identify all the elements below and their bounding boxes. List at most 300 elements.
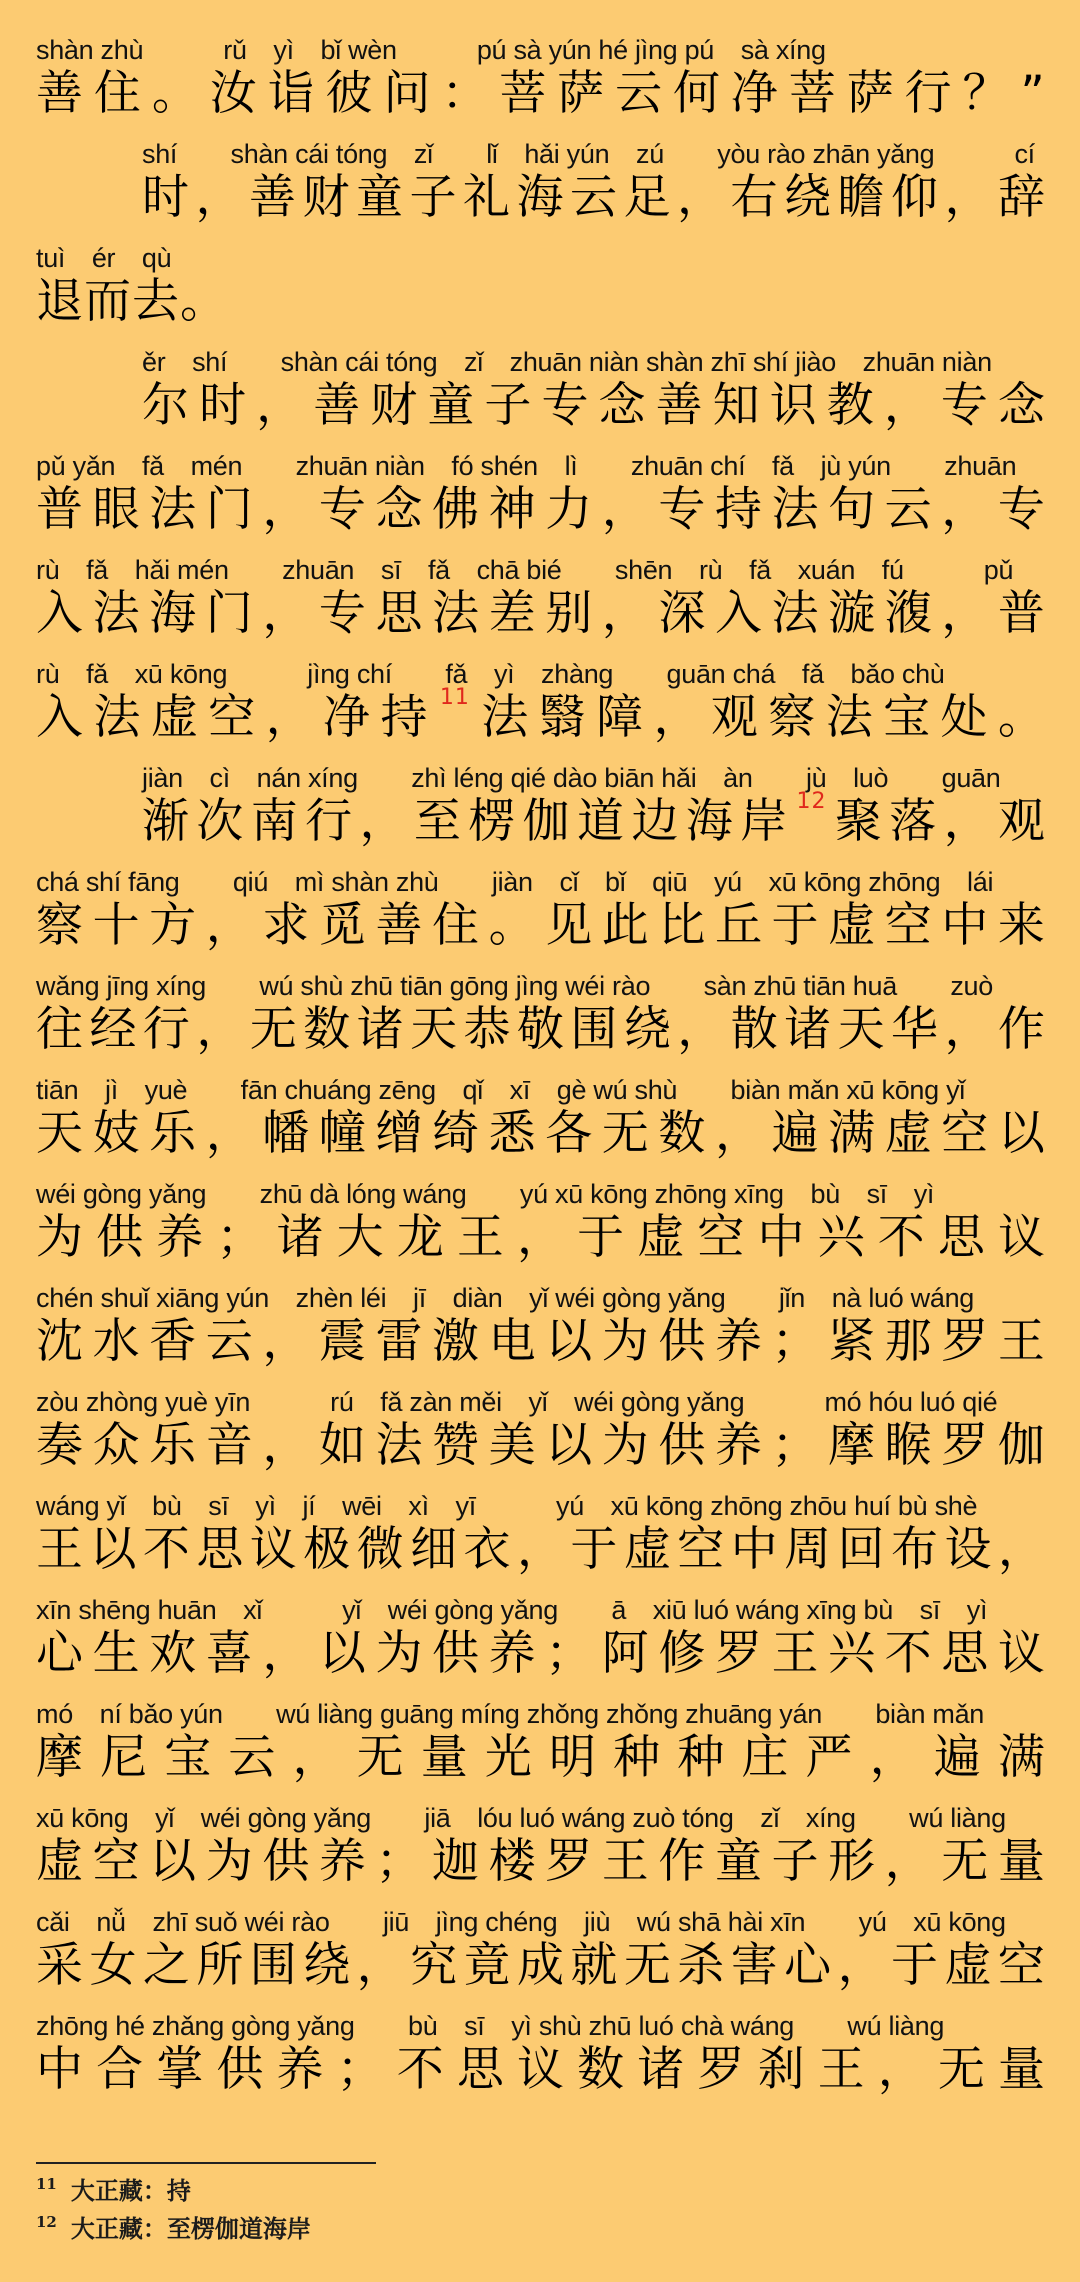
hanzi-char: 生: [92, 1626, 141, 1681]
hanzi-char: ，: [883, 378, 932, 433]
hanzi-char: 深: [658, 586, 707, 641]
hanzi-char: 作: [658, 1834, 707, 1889]
hanzi-char: 次: [196, 794, 245, 849]
hanzi-char: 专: [658, 482, 707, 537]
hanzi-char: 持: [380, 690, 429, 745]
hanzi-char: 萨: [846, 66, 895, 121]
hanzi-char: 知: [712, 378, 761, 433]
hanzi-char: 乐: [149, 1106, 198, 1161]
hanzi-char: 王: [601, 1834, 650, 1889]
hanzi-char: 雷: [375, 1314, 424, 1369]
hanzi-char: 围: [249, 1938, 298, 1993]
hanzi-char: 为: [375, 1626, 424, 1681]
hanzi-char: 严: [805, 1730, 854, 1785]
hanzi-char: 王: [36, 1522, 84, 1577]
hanzi-char: ，: [205, 1106, 254, 1161]
hanzi-char: 数: [303, 1002, 352, 1057]
hanzi-char: ，: [601, 586, 650, 641]
hanzi-char: 细: [410, 1522, 459, 1577]
hanzi-char: 兴: [828, 1626, 877, 1681]
hanzi-char: 力: [545, 482, 594, 537]
hanzi-char: 于: [771, 898, 820, 953]
hanzi-text: [36, 582, 1046, 646]
hanzi-char: 尼: [100, 1730, 149, 1785]
hanzi-char: 究: [410, 1938, 459, 1993]
hanzi-char: 为: [601, 1418, 650, 1473]
hanzi-char: 虚: [623, 1522, 672, 1577]
hanzi-char: 罗: [697, 2042, 746, 2097]
hanzi-char: 差: [488, 586, 537, 641]
hanzi-char: 议: [998, 1210, 1046, 1265]
hanzi-char: ，: [884, 1834, 933, 1889]
hanzi-char: 满: [828, 1106, 877, 1161]
hanzi-char: 而: [84, 274, 132, 329]
hanzi-char: 仰: [891, 170, 939, 225]
hanzi-char: 求: [262, 898, 311, 953]
hanzi-char: 乐: [149, 1418, 198, 1473]
hanzi-char: 普: [36, 482, 84, 537]
hanzi-char: 震: [318, 1314, 367, 1369]
hanzi-char: 门: [205, 586, 254, 641]
hanzi-char: 各: [545, 1106, 594, 1161]
hanzi-char: 宝: [164, 1730, 213, 1785]
hanzi-char: 行: [142, 1002, 191, 1057]
hanzi-char: 念: [997, 378, 1046, 433]
hanzi-text: [36, 270, 1046, 334]
hanzi-char: 供: [658, 1418, 707, 1473]
hanzi-char: 童: [427, 378, 476, 433]
hanzi-char: 虚: [944, 1938, 993, 1993]
hanzi-char: 丘: [714, 898, 763, 953]
hanzi-char: 为: [36, 1210, 84, 1265]
hanzi-char: 足: [623, 170, 672, 225]
hanzi-char: 观: [710, 690, 759, 745]
hanzi-char: 别: [545, 586, 594, 641]
hanzi-char: ；: [216, 1210, 265, 1265]
hanzi-text: [36, 478, 1046, 542]
hanzi-char: 所: [196, 1938, 245, 1993]
pinyin-annotation: tuì ér qù: [36, 243, 172, 273]
hanzi-char: 落: [889, 794, 938, 849]
hanzi-char: 至: [413, 794, 462, 849]
hanzi-char: 电: [488, 1314, 537, 1369]
hanzi-char: ，: [292, 1730, 341, 1785]
hanzi-char: 察: [36, 898, 84, 953]
hanzi-char: 于: [577, 1210, 626, 1265]
pinyin-annotation: rù fǎ xū kōng jìng chí fǎ yì zhàng guān chá fǎ bǎo chù: [36, 659, 945, 689]
hanzi-char: 喜: [205, 1626, 254, 1681]
footnote-ref[interactable]: 12: [796, 789, 827, 814]
hanzi-char: 回: [837, 1522, 886, 1577]
hanzi-char: 善: [249, 170, 297, 225]
hanzi-char: 财: [370, 378, 419, 433]
hanzi-char: 赞: [432, 1418, 481, 1473]
hanzi-char: 楼: [488, 1834, 537, 1889]
verse-line: [36, 1176, 1046, 1280]
hanzi-char: 来: [997, 898, 1046, 953]
hanzi-char: 漩: [828, 586, 877, 641]
hanzi-char: 方: [149, 898, 198, 953]
hanzi-char: 空: [208, 690, 257, 745]
footnote-number: 12: [36, 2213, 57, 2231]
hanzi-char: 为: [601, 1314, 650, 1369]
verse-line: [36, 1072, 1046, 1176]
hanzi-char: 香: [149, 1314, 198, 1369]
hanzi-char: 空: [92, 1834, 141, 1889]
hanzi-char: 道: [577, 794, 625, 849]
footnote-divider: [36, 2162, 376, 2164]
hanzi-text: [36, 1102, 1046, 1166]
hanzi-char: 专: [318, 482, 367, 537]
hanzi-char: 天: [837, 1002, 886, 1057]
hanzi-char: ，: [677, 170, 725, 225]
hanzi-char: 经: [89, 1002, 138, 1057]
hanzi-char: ，: [869, 1730, 918, 1785]
hanzi-char: 绕: [784, 170, 832, 225]
hanzi-char: 供: [96, 1210, 145, 1265]
hanzi-char: 水: [92, 1314, 141, 1369]
hanzi-char: 觅: [318, 898, 367, 953]
hanzi-char: 虚: [828, 898, 877, 953]
hanzi-char: 紧: [828, 1314, 877, 1369]
hanzi-char: ，: [265, 690, 314, 745]
hanzi-char: 普: [997, 586, 1046, 641]
hanzi-char: 边: [631, 794, 680, 849]
pinyin-annotation: chá shí fāng qiú mì shàn zhù jiàn cǐ bǐ qiū yú xū kōng zhōng lái: [36, 867, 994, 897]
hanzi-char: 问: [383, 66, 432, 121]
hanzi-char: ，: [359, 794, 408, 849]
verse-line: [36, 1280, 1046, 1384]
hanzi-char: 去: [132, 274, 180, 329]
hanzi-char: ，: [516, 1522, 565, 1577]
pinyin-annotation: wáng yǐ bù sī yì jí wēi xì yī yú xū kōng zhōng zhōu huí bù shè: [36, 1491, 978, 1521]
hanzi-char: 聚: [834, 794, 883, 849]
hanzi-char: 翳: [538, 690, 587, 745]
hanzi-char: 无: [249, 1002, 298, 1057]
hanzi-text: [36, 686, 1046, 750]
verse-line: [36, 240, 1046, 344]
verse-line: [36, 968, 1046, 1072]
hanzi-char: 王: [456, 1210, 505, 1265]
hanzi-char: 作: [997, 1002, 1046, 1057]
hanzi-char: 心: [784, 1938, 833, 1993]
hanzi-char: 无: [941, 1834, 990, 1889]
hanzi-char: 围: [570, 1002, 619, 1057]
hanzi-char: 思: [196, 1522, 245, 1577]
hanzi-char: 王: [817, 2042, 866, 2097]
hanzi-char: 辞: [998, 170, 1046, 225]
hanzi-char: 罗: [545, 1834, 594, 1889]
hanzi-char: 伽: [997, 1418, 1046, 1473]
hanzi-char: 空: [697, 1210, 746, 1265]
hanzi-char: 周: [784, 1522, 833, 1577]
hanzi-char: 绕: [623, 1002, 672, 1057]
hanzi-char: 。: [997, 690, 1046, 745]
hanzi-char: 众: [92, 1418, 141, 1473]
hanzi-char: 岸: [740, 794, 789, 849]
hanzi-char: 眼: [92, 482, 141, 537]
pinyin-annotation: wéi gòng yǎng zhū dà lóng wáng yú xū kōng zhōng xīng bù sī yì: [36, 1179, 935, 1209]
hanzi-char: ；: [336, 2042, 385, 2097]
hanzi-char: 入: [714, 586, 763, 641]
hanzi-char: 之: [142, 1938, 191, 1993]
hanzi-char: ，: [601, 482, 650, 537]
hanzi-char: ，: [944, 170, 993, 225]
hanzi-char: 幢: [318, 1106, 367, 1161]
hanzi-char: 思: [941, 1626, 990, 1681]
pinyin-annotation: pǔ yǎn fǎ mén zhuān niàn fó shén lì zhuān chí fǎ jù yún zhuān: [36, 451, 1017, 481]
hanzi-char: ，: [356, 1938, 405, 1993]
hanzi-char: 。: [151, 66, 200, 121]
hanzi-char: 阿: [601, 1626, 650, 1681]
hanzi-char: 心: [36, 1626, 84, 1681]
hanzi-char: 形: [828, 1834, 877, 1889]
hanzi-char: 养: [276, 2042, 325, 2097]
hanzi-char: 不: [396, 2042, 445, 2097]
hanzi-char: 住: [432, 898, 481, 953]
hanzi-char: 养: [318, 1834, 367, 1889]
hanzi-char: 就: [570, 1938, 619, 1993]
pinyin-annotation: xū kōng yǐ wéi gòng yǎng jiā lóu luó wáng zuò tóng zǐ xíng wú liàng: [36, 1803, 1006, 1833]
hanzi-char: 海: [516, 170, 565, 225]
verse-line: [36, 344, 1046, 448]
hanzi-char: ，: [205, 898, 254, 953]
hanzi-char: 子: [484, 378, 533, 433]
hanzi-text: [36, 1518, 1046, 1582]
hanzi-char: 散: [730, 1002, 779, 1057]
hanzi-char: ，: [943, 794, 992, 849]
hanzi-char: 行: [305, 794, 354, 849]
hanzi-char: 虚: [637, 1210, 686, 1265]
hanzi-char: 无: [623, 1938, 672, 1993]
pinyin-annotation: shí shàn cái tóng zǐ lǐ hǎi yún zú yòu rào zhān yǎng cí: [142, 139, 1035, 169]
hanzi-char: 渐: [142, 794, 190, 849]
hanzi-char: 合: [96, 2042, 145, 2097]
hanzi-char: 法: [771, 482, 820, 537]
pinyin-annotation: chén shuǐ xiāng yún zhèn léi jī diàn yǐ wéi gòng yǎng jǐn nà luó wáng: [36, 1283, 975, 1313]
hanzi-char: 沈: [36, 1314, 84, 1369]
hanzi-char: 观: [998, 794, 1046, 849]
hanzi-text: [36, 894, 1046, 958]
hanzi-char: ”: [1020, 66, 1046, 121]
hanzi-char: 掌: [156, 2042, 205, 2097]
verse-line: [36, 1488, 1046, 1592]
hanzi-text: [36, 1622, 1046, 1686]
hanzi-char: 以: [545, 1418, 594, 1473]
hanzi-text: [36, 1414, 1046, 1478]
hanzi-char: 处: [940, 690, 989, 745]
hanzi-char: 汝: [209, 66, 258, 121]
hanzi-char: 法: [771, 586, 820, 641]
pinyin-annotation: wǎng jīng xíng wú shù zhū tiān gōng jìng wéi rào sàn zhū tiān huā zuò: [36, 971, 993, 1001]
hanzi-char: 诸: [276, 1210, 325, 1265]
hanzi-char: 伽: [522, 794, 571, 849]
hanzi-char: ，: [714, 1106, 763, 1161]
hanzi-char: 绮: [432, 1106, 481, 1161]
hanzi-char: 空: [997, 1938, 1046, 1993]
hanzi-char: 萨: [557, 66, 606, 121]
hanzi-char: 察: [768, 690, 817, 745]
hanzi-char: 数: [577, 2042, 626, 2097]
hanzi-char: 空: [884, 898, 933, 953]
hanzi-char: 专: [997, 482, 1046, 537]
hanzi-char: 兴: [817, 1210, 866, 1265]
verse-line: [36, 656, 1046, 760]
hanzi-char: 见: [545, 898, 594, 953]
hanzi-char: 瞻: [837, 170, 886, 225]
hanzi-char: ：: [441, 66, 490, 121]
hanzi-char: ？: [962, 66, 1011, 121]
hanzi-char: 天: [36, 1106, 84, 1161]
hanzi-char: 法: [481, 690, 530, 745]
hanzi-char: 大: [336, 1210, 385, 1265]
hanzi-char: 竟: [463, 1938, 512, 1993]
hanzi-char: 入: [36, 690, 84, 745]
hanzi-char: 宝: [883, 690, 932, 745]
hanzi-char: ，: [262, 482, 311, 537]
hanzi-char: 微: [356, 1522, 405, 1577]
hanzi-char: 睺: [884, 1418, 933, 1473]
verse-line: [36, 1904, 1046, 2008]
hanzi-text: [36, 1206, 1046, 1270]
hanzi-char: 中: [36, 2042, 84, 2097]
hanzi-char: ，: [262, 1314, 311, 1369]
hanzi-char: 法: [92, 586, 141, 641]
pinyin-annotation: ěr shí shàn cái tóng zǐ zhuān niàn shàn zhī shí jiào zhuān niàn: [142, 347, 992, 377]
hanzi-char: 时: [142, 170, 190, 225]
hanzi-char: 庄: [741, 1730, 790, 1785]
hanzi-char: 不: [884, 1626, 933, 1681]
hanzi-char: 入: [36, 586, 84, 641]
hanzi-char: 思: [375, 586, 424, 641]
hanzi-char: 供: [658, 1314, 707, 1369]
hanzi-char: 住: [93, 66, 142, 121]
hanzi-char: 思: [937, 1210, 986, 1265]
hanzi-char: 修: [658, 1626, 707, 1681]
hanzi-char: 恭: [463, 1002, 512, 1057]
pinyin-annotation: tiān jì yuè fān chuáng zēng qǐ xī gè wú shù biàn mǎn xū kōng yǐ: [36, 1075, 965, 1105]
hanzi-char: ，: [941, 482, 990, 537]
hanzi-text: [36, 1310, 1046, 1374]
hanzi-char: 以: [545, 1314, 594, 1369]
hanzi-char: 如: [318, 1418, 367, 1473]
footnote-ref[interactable]: 11: [439, 685, 470, 710]
hanzi-char: 童: [714, 1834, 763, 1889]
hanzi-char: 佛: [432, 482, 481, 537]
hanzi-char: 云: [205, 1314, 254, 1369]
hanzi-char: ；: [771, 1418, 820, 1473]
verse-line: [36, 448, 1046, 552]
hanzi-text: [36, 1934, 1046, 1998]
hanzi-char: 右: [730, 170, 779, 225]
pinyin-annotation: zhōng hé zhǎng gòng yǎng bù sī yì shù zhū luó chà wáng wú liàng: [36, 2011, 945, 2041]
hanzi-char: 奏: [36, 1418, 84, 1473]
hanzi-char: 菩: [788, 66, 837, 121]
hanzi-char: ，: [677, 1002, 726, 1057]
hanzi-char: 华: [891, 1002, 939, 1057]
hanzi-char: 专: [940, 378, 989, 433]
hanzi-char: 净: [323, 690, 372, 745]
hanzi-char: ，: [877, 2042, 926, 2097]
footnote-text: 大正藏：持: [70, 2176, 191, 2205]
hanzi-char: 虚: [884, 1106, 933, 1161]
hanzi-char: 数: [658, 1106, 707, 1161]
hanzi-char: 议: [517, 2042, 565, 2097]
hanzi-char: 子: [409, 170, 458, 225]
hanzi-char: 无: [937, 2042, 986, 2097]
footnote-text: 大正藏：至楞伽道海岸: [70, 2214, 311, 2243]
hanzi-text: [36, 998, 1046, 1062]
hanzi-char: 布: [891, 1522, 939, 1577]
hanzi-char: 王: [771, 1626, 820, 1681]
hanzi-char: 无: [601, 1106, 650, 1161]
hanzi-char: 遍: [933, 1730, 982, 1785]
hanzi-char: 罗: [941, 1418, 990, 1473]
hanzi-char: 菩: [499, 66, 548, 121]
hanzi-char: 明: [549, 1730, 597, 1785]
verse-line: [36, 136, 1046, 240]
verse-line: [36, 1800, 1046, 1904]
hanzi-char: 净: [730, 66, 779, 121]
hanzi-char: 极: [303, 1522, 352, 1577]
hanzi-char: 采: [36, 1938, 84, 1993]
hanzi-char: 为: [205, 1834, 254, 1889]
hanzi-char: 悉: [488, 1106, 537, 1161]
hanzi-char: 法: [375, 1418, 424, 1473]
hanzi-char: 财: [302, 170, 351, 225]
hanzi-char: 种: [677, 1730, 726, 1785]
pinyin-annotation: cǎi nǚ zhī suǒ wéi rào jiū jìng chéng jiù wú shā hài xīn yú xū kōng: [36, 1907, 1006, 1937]
hanzi-char: 云: [570, 170, 618, 225]
pinyin-annotation: jiàn cì nán xíng zhì léng qié dào biān hǎi àn jù luò guān: [142, 763, 1001, 793]
hanzi-char: 无: [356, 1730, 405, 1785]
hanzi-char: ，: [997, 1522, 1046, 1577]
hanzi-char: 那: [884, 1314, 933, 1369]
footnote-12: [36, 2214, 311, 2247]
hanzi-char: 激: [432, 1314, 481, 1369]
hanzi-text: [36, 1830, 1046, 1894]
hanzi-char: 虚: [36, 1834, 84, 1889]
hanzi-char: 缯: [375, 1106, 424, 1161]
hanzi-char: 诸: [637, 2042, 686, 2097]
hanzi-char: 云: [884, 482, 933, 537]
hanzi-char: 法: [93, 690, 142, 745]
hanzi-char: 量: [420, 1730, 469, 1785]
hanzi-char: 衣: [463, 1522, 512, 1577]
hanzi-char: 句: [828, 482, 877, 537]
hanzi-char: 满: [997, 1730, 1046, 1785]
hanzi-char: 行: [904, 66, 953, 121]
hanzi-char: 专: [318, 586, 367, 641]
hanzi-char: 供: [432, 1626, 481, 1681]
hanzi-char: 音: [205, 1418, 254, 1473]
hanzi-char: 十: [92, 898, 141, 953]
verse-body: [36, 32, 1046, 2112]
hanzi-char: 以: [997, 1106, 1046, 1161]
hanzi-char: 害: [730, 1938, 779, 1993]
hanzi-char: 法: [432, 586, 481, 641]
verse-line: [36, 864, 1046, 968]
verse-line: [36, 32, 1046, 136]
hanzi-char: 念: [375, 482, 424, 537]
hanzi-char: 天: [410, 1002, 459, 1057]
hanzi-char: 童: [356, 170, 404, 225]
hanzi-char: 念: [598, 378, 647, 433]
hanzi-char: 空: [677, 1522, 726, 1577]
verse-line: [36, 1384, 1046, 1488]
pinyin-annotation: xīn shēng huān xǐ yǐ wéi gòng yǎng ā xiū luó wáng xīng bù sī yì: [36, 1595, 988, 1625]
hanzi-char: 种: [613, 1730, 662, 1785]
